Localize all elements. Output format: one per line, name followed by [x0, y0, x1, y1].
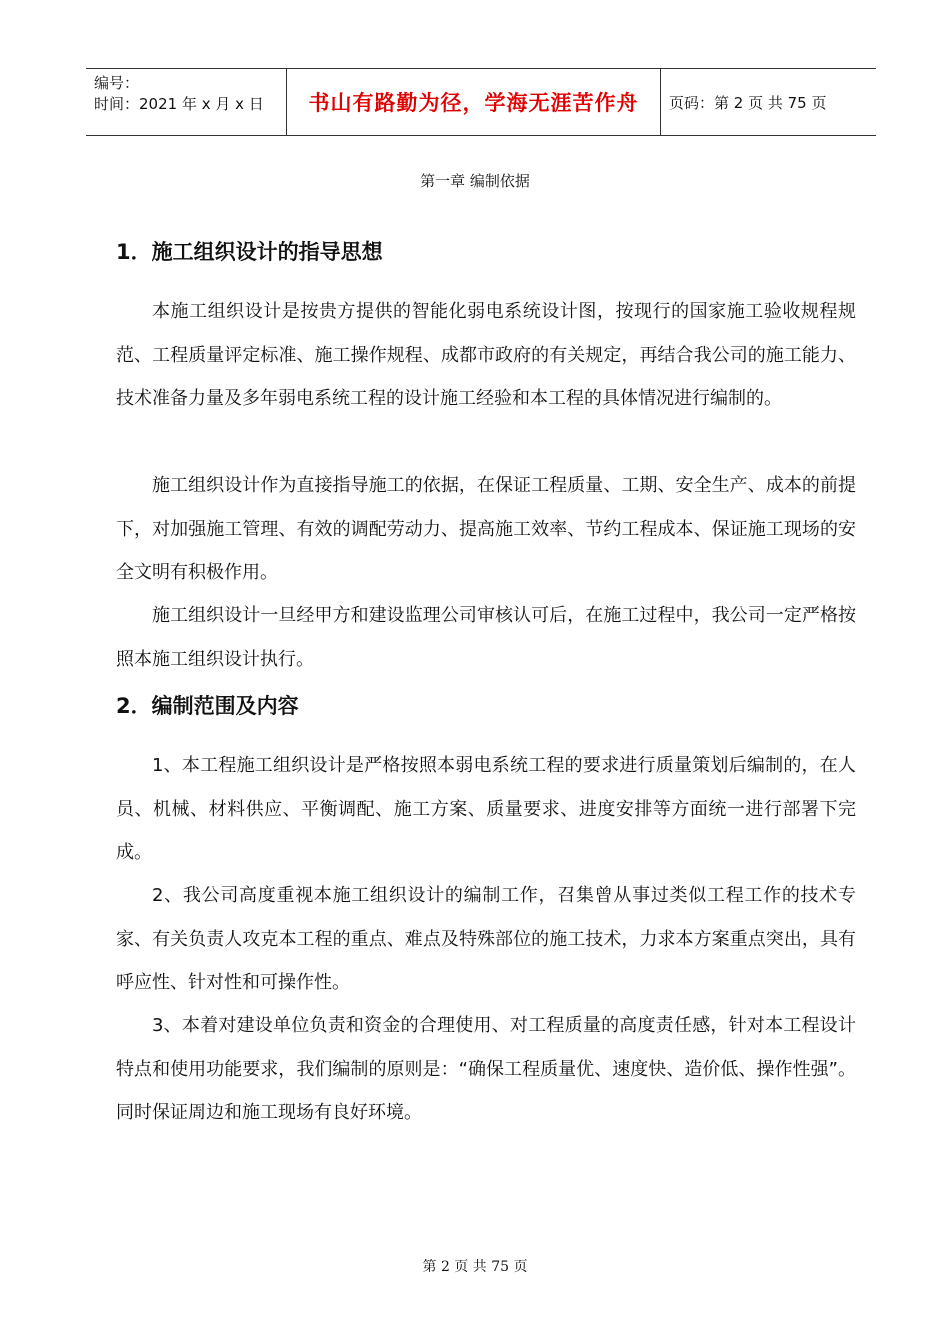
section-title: 1．施工组织设计的指导思想	[116, 240, 383, 264]
paragraph: 施工组织设计一旦经甲方和建设监理公司审核认可后，在施工过程中，我公司一定严格按照本施工组织设计执行。	[116, 605, 856, 670]
page-info: 页码：第 2 页 共 75 页	[669, 93, 827, 112]
header-motto-cell	[287, 69, 661, 135]
page-header	[86, 68, 876, 136]
section-title: 2．编制范围及内容	[116, 694, 299, 718]
number-label: 编号：	[94, 74, 140, 92]
paragraph: 施工组织设计作为直接指导施工的依据，在保证工程质量、工期、安全生产、成本的前提下，对加强施工管理、有效的调配劳动力、提高施工效率、节约工程成本、保证施工现场的安全文明有积极作用。	[116, 475, 856, 583]
paragraph: 本施工组织设计是按贵方提供的智能化弱电系统设计图，按现行的国家施工验收规程规范、工程质量评定标准、施工操作规程、成都市政府的有关规定，再结合我公司的施工能力、技术准备力量及多年弱电系统工程的设计施工经验和本工程的具体情况进行编制的。	[116, 301, 856, 409]
header-page-info	[661, 69, 876, 135]
chapter-title: 第一章 编制依据	[420, 172, 530, 190]
paragraph: 3、本着对建设单位负责和资金的合理使用、对工程质量的高度责任感，针对本工程设计特点和使用功能要求，我们编制的原则是：“确保工程质量优、速度快、造价低、操作性强”。同时保证周边和施工现场有良好环境。	[116, 1015, 856, 1123]
paragraph: 2、我公司高度重视本施工组织设计的编制工作，召集曾从事过类似工程工作的技术专家、有关负责人攻克本工程的重点、难点及特殊部位的施工技术，力求本方案重点突出，具有呼应性、针对性和可操作性。	[116, 885, 856, 993]
motto: 书山有路勤为径，学海无涯苦作舟	[308, 91, 639, 115]
header-meta	[86, 69, 287, 135]
paragraph: 1、本工程施工组织设计是严格按照本弱电系统工程的要求进行质量策划后编制的，在人员、机械、材料供应、平衡调配、施工方案、质量要求、进度安排等方面统一进行部署下完成。	[116, 755, 856, 863]
time-label: 时间：2021 年 x 月 x 日	[94, 95, 264, 113]
page-footer: 第 2 页 共 75 页	[422, 1259, 528, 1275]
